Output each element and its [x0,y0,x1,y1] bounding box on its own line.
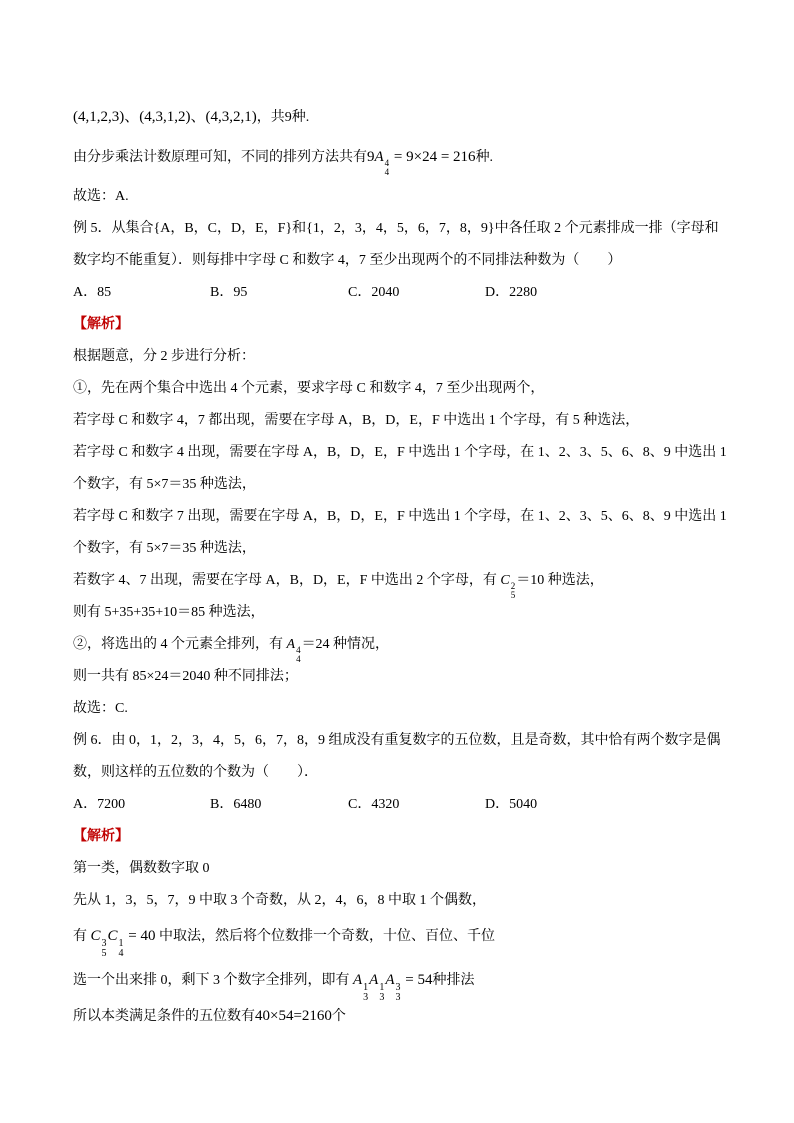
ex6-perm-formula [353,967,432,1003]
ex5-arrange-lead: ②，将选出的 4 个元素全排列，有 [73,637,287,652]
ex5-option-b: B．95 [210,285,248,300]
ex6-option-a: A．7200 [73,797,126,812]
ex5-case4-sym: C [500,573,510,588]
ex5-arrange-formula [287,635,302,664]
principle-lead: 由分步乘法计数原理可知，不同的排列方法共有 [73,150,367,165]
principle-sup: 4 [384,158,390,168]
ex5-option-c: C．2040 [348,285,400,300]
ex6-options [0,795,794,815]
ex6-perm-term-2-scripts [379,983,384,1003]
ex6-perm-calc: = 54 [401,972,433,988]
ex6-combo-term-1-sub: 5 [101,948,107,959]
ex5-step-6: 若字母 C 和数字 7 出现，需要在字母 A，B，D，E，F 中选出 1 个字母，在 1、2、3、5、6、8、9 中选出 1 [73,509,727,524]
ex6-perm-rest: 种排法 [432,973,475,988]
ex5-case4-line [73,571,604,600]
ex6-combo-formula [91,923,156,959]
ex6-combo-term-1-scripts [102,939,107,959]
ex6-option-c: C．4320 [348,797,400,812]
ex6-count-rest: 个 [331,1009,346,1024]
ex6-combo-term-1-sym: C [90,928,101,944]
ex6-perm-term-1-sym: A [353,972,363,988]
ex6-combo-term-2-sup: 1 [118,938,124,949]
ex5-step-5: 个数字，有 5×7＝35 种选法， [73,477,256,492]
ex5-case4-formula [500,571,516,600]
ex6-perm-term-2-sub: 3 [379,992,385,1003]
principle-rest: 种. [475,150,494,165]
ex6-stem-line-2: 数，则这样的五位数的个数为（ ）． [73,765,318,780]
ex5-option-a: A．85 [73,285,112,300]
principle-formula [367,144,476,177]
principle-sym: A [374,149,384,165]
ex6-perm-term-2-sym: A [369,972,379,988]
ex6-count-line [73,1006,346,1026]
ex5-arrange-rest: ＝24 种情况， [301,637,390,652]
ex5-stem-line-2: 数字均不能重复）．则每排中字母 C 和数字 4，7 至少出现两个的不同排法种数为（ ） [73,253,622,268]
ex5-arrange-scripts [296,646,301,664]
ex6-count-lead: 所以本类满足条件的五位数有 [73,1009,255,1024]
ex5-arrange-sym: A [286,637,296,652]
ex5-step-3: 若字母 C 和数字 4，7 都出现，需要在字母 A，B，D，E，F 中选出 1 个字母，有 5 种选法， [73,413,640,428]
ex6-combo-term-2-sub: 4 [118,948,124,959]
ex5-case4-rest: ＝10 种选法， [516,573,604,588]
ex5-case4-scripts [511,582,516,600]
ex5-case4-sup: 2 [510,581,516,591]
ex5-sum: 则有 5+35+35+10＝85 种选法， [73,605,265,620]
ex6-perm-term-1-scripts [363,983,368,1003]
ex5-step-1: 根据题意，分 2 步进行分析： [73,349,255,364]
ex6-count-calc: 40×54=2160 [255,1008,332,1024]
principle-coef: 9 [367,149,375,165]
tuples-math: (4,1,2,3)、(4,3,1,2)、(4,3,2,1) [73,109,257,125]
ex5-step-7: 个数字，有 5×7＝35 种选法， [73,541,256,556]
ex5-total: 则一共有 85×24＝2040 种不同排法； [73,669,298,684]
ex6-combo-lead: 有 [73,929,91,944]
ex6-option-b: B．6480 [210,797,262,812]
ex5-case4-lead: 若数字 4、7 出现，需要在字母 A，B，D，E，F 中选出 2 个字母，有 [73,573,501,588]
ex6-combo-term-2-scripts [119,939,124,959]
ex5-stem-line-1: 例 5．从集合{A，B，C，D，E，F}和{1，2，3，4，5，6，7，8，9}中各任取 2 个元素排成一排（字母和 [73,221,719,236]
ex6-perm-term-3-sub: 3 [395,992,401,1003]
ex6-perm-term-1-sub: 3 [363,992,369,1003]
ex6-perm-term-1-sup: 1 [363,982,369,993]
ex6-perm-lead: 选一个出来排 0，剩下 3 个数字全排列，即有 [73,973,353,988]
ex6-analysis-label: 【解析】 [73,829,129,844]
tuples-line [73,107,309,127]
prev-answer: 故选：A. [73,189,129,204]
ex6-combo-term-2-sym: C [107,928,118,944]
ex6-combo-line [73,923,495,959]
ex6-combo-rest: 中取法，然后将个位数排一个奇数，十位、百位、千位 [155,929,495,944]
ex5-case4-sub: 5 [510,590,516,600]
ex6-perm-term-2-sup: 1 [379,982,385,993]
ex6-perm-term-3-sup: 3 [395,982,401,993]
ex5-option-d: D．2280 [485,285,538,300]
ex6-stem-line-1: 例 6．由 0，1，2，3，4，5，6，7，8，9 组成没有重复数字的五位数，且是奇数，其中恰有两个数字是偶 [73,733,721,748]
ex5-answer: 故选：C. [73,701,128,716]
ex5-analysis-label: 【解析】 [73,317,129,332]
ex6-perm-term-3-scripts [396,983,401,1003]
ex6-option-d: D．5040 [485,797,538,812]
principle-sub: 4 [384,167,390,177]
ex6-combo-term-1-sup: 3 [101,938,107,949]
ex5-options [0,283,794,303]
principle-calc: = 9×24 = 216 [390,149,476,165]
principle-line [73,144,494,177]
ex6-perm-line [73,967,475,1003]
ex5-step-2: ①，先在两个集合中选出 4 个元素，要求字母 C 和数字 4，7 至少出现两个， [73,381,545,396]
ex5-arrange-sub: 4 [296,654,301,664]
ex6-pick: 先从 1，3，5，7，9 中取 3 个奇数，从 2，4，6，8 中取 1 个偶数， [73,893,486,908]
ex6-perm-term-3-sym: A [385,972,395,988]
ex5-arrange-sup: 4 [296,645,301,655]
ex5-step-4: 若字母 C 和数字 4 出现，需要在字母 A，B，D，E，F 中选出 1 个字母，在 1、2、3、5、6、8、9 中选出 1 [73,445,727,460]
ex5-arrange-line [73,635,390,664]
ex6-case-title: 第一类，偶数数字取 0 [73,861,210,876]
principle-scripts [385,159,390,177]
tuples-tail: ，共9种. [256,110,310,125]
ex6-combo-calc: = 40 [124,928,156,944]
